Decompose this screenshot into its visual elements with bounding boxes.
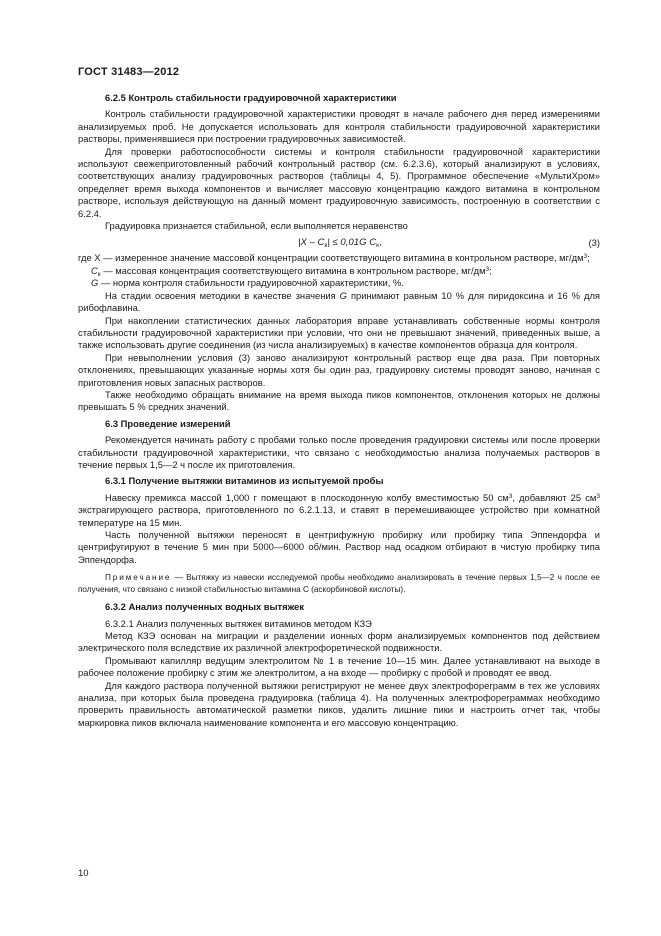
equation-number: (3) — [588, 237, 600, 249]
paragraph: Также необходимо обращать внимание на время выхода пиков компонентов, отклонения которых не должны превышать 5 % средних значений. — [78, 388, 600, 413]
paragraph: Часть полученной вытяжки переносят в центрифужную пробирку или пробирку типа Эппендорфа и центрифугируют в течение 5 мин при 5000—6000 об/мин. Раствор над осадком отбирают в чистую пробирку типа Эппендорфа. — [78, 529, 600, 565]
paragraph: Метод КЗЭ основан на миграции и разделении ионных форм анализируемых компонентов под действием электрического поля вследствие их различной электрофоретической подвижности. — [78, 630, 600, 654]
subheading-6-3-2-1: 6.3.2.1 Анализ полученных вытяжек витаминов методом КЗЭ — [105, 617, 372, 629]
paragraph: Градуировка признается стабильной, если выполняется неравенство — [105, 220, 408, 232]
heading-6-3-2: 6.3.2 Анализ полученных водных вытяжек — [105, 601, 305, 613]
note: Примечание — Вытяжку из навески исследуемой пробы необходимо анализировать в течение первых 1,5—2 ч после ее получения, что связано с низкой стабильностью витамина С (аскорбиновой кислоты). — [78, 573, 600, 594]
paragraph: Контроль стабильности градуировочной характеристики проводят в начале рабочего дня перед измерениями анализируемых проб. Не допускается использовать для контроля стабильности градуировочной характеристики растворы, применявшиеся при построении градуировочных зависимостей. — [78, 108, 600, 145]
equation-3 — [78, 235, 600, 252]
paragraph: Для проверки работоспособности системы и контроля стабильности градуировочной характеристики используют свежеприготовленный рабочий контрольный раствор (см. 6.2.3.6), который анализируют в условиях, соответствующих анализу градуировочных растворов (таблицы 4, 5). Программное обеспечение «МультиХром» определяет время выхода компонентов и вычисляет массовую концентрацию каждого витамина в контрольном растворе, используя действующую на данный момент градуировочную зависимость, построенную в соответствии с 6.2.4. — [78, 145, 600, 219]
paragraph: При невыполнении условия (3) заново анализируют контрольный раствор еще два раза. При повторных отклонениях, превышающих указанные нормы хотя бы один раз, градуировку системы проводят заново, начиная с приготовления новых запасных растворов. — [78, 351, 600, 388]
standard-header: ГОСТ 31483—2012 — [78, 66, 180, 78]
page-body — [78, 92, 600, 729]
page-number: 10 — [78, 868, 89, 879]
heading-6-2-5: 6.2.5 Контроль стабильности градуировочной характеристики — [105, 92, 397, 103]
heading-6-3-1: 6.3.1 Получение вытяжки витаминов из испытуемой пробы — [105, 475, 384, 487]
definition-g: G — норма контроля стабильности градуировочной характеристики, %. — [91, 277, 404, 289]
definition-c: $C_к$ — массовая концентрация соответствующего витамина в контрольном растворе, $мг/дм^3$; — [91, 264, 492, 278]
paragraph: Для каждого раствора полученной вытяжки регистрируют не менее двух электрофореграмм в тех же условиях анализа, при которых была проведена градуировка (таблица 4). На полученных электрофореграммах необходимо проверить правильность автоматической разметки пиков, удалить лишние пики и настроить отчет так, чтобы маркировка пиков включала наименование компонента и его массовую концентрацию. — [78, 679, 600, 728]
paragraph: Навеску премикса массой 1,000 г помещают в плоскодонную колбу вместимостью 50 $см^3$, добавляют 25 $см^3$ экстрагирующего раствора, приготовленного по 6.2.1.13, и ставят в перемешивающее устройство при комнатной температуре на 15 мин. — [78, 491, 600, 528]
paragraph: При накоплении статистических данных лаборатория вправе устанавливать собственные нормы контроля стабильности градуировочной характеристики при условии, что они не превышают значений, приведенных выше, а также использовать другие соединения (из числа анализируемых) в качестве компонентов образца для контроля. — [78, 314, 600, 351]
paragraph: Рекомендуется начинать работу с пробами только после проведения градуировки системы или после проверки стабильности градуировочной характеристики, что связано с необходимостью анализа получаемых растворов в течение первых 1,5—2 ч после их приготовления. — [78, 434, 600, 470]
inequality-formula: $|X - C_к| \le 0,01G$ $C_к$, — [298, 237, 382, 250]
paragraph: Промывают капилляр ведущим электролитом № 1 в течение 10—15 мин. Далее устанавливают на выходе в рабочее положение пробирку с этим же электролитом, а на входе — пробирку с пробой и проводят ее ввод. — [78, 654, 600, 679]
heading-6-3: 6.3 Проведение измерений — [105, 417, 231, 429]
definition-x: где X — измеренное значение массовой концентрации соответствующего витамина в контрольном растворе, $мг/дм^3$; — [78, 252, 590, 264]
paragraph: На стадии освоения методики в качестве значения G принимают равным 10 % для пиридоксина и 16 % для рибофлавина. — [78, 289, 600, 314]
